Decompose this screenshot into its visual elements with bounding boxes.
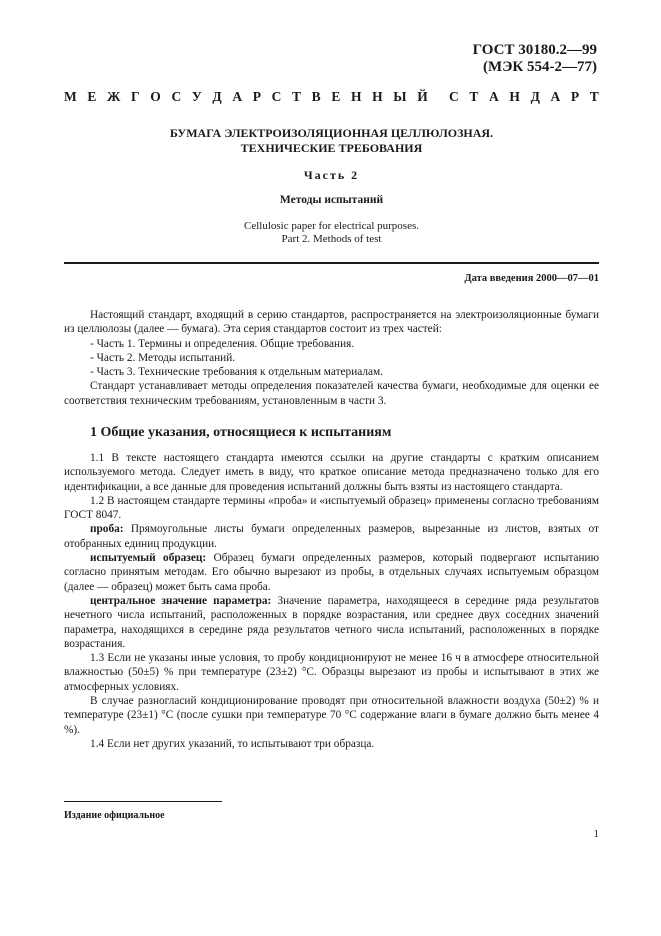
banner-letter: С bbox=[171, 89, 182, 104]
header-divider bbox=[64, 262, 599, 264]
title-line-1: БУМАГА ЭЛЕКТРОИЗОЛЯЦИОННАЯ ЦЕЛЛЮЛОЗНАЯ. bbox=[169, 126, 494, 140]
clause-1-2: 1.2 В настоящем стандарте термины «проба» и «испытуемый образец» применены согласно требованиям ГОСТ 8047. bbox=[64, 494, 599, 522]
definition-specimen bbox=[64, 551, 599, 594]
banner-letter: А bbox=[550, 89, 561, 104]
banner-letter: Й bbox=[417, 89, 428, 104]
clause-1-3-dispute: В случае разногласий кондиционирование проводят при относительной влажности воздуха (50±2) % и температуре (23±1) °С (после сушки при температуре 70 °С содержание влаги в бумаге должно быть менее 4 %). bbox=[64, 695, 599, 736]
banner-letter: У bbox=[191, 89, 202, 104]
intro-paragraph: Стандарт устанавливает методы определения показателей качества бумаги, необходимые для оценки ее соответствия техническим требованиям, установленным в части 3. bbox=[64, 380, 599, 407]
banner-letter: Г bbox=[131, 89, 140, 104]
definition-text: Прямоугольные листы бумаги определенных размеров, вырезанные из листов, взятых от отобранных единиц продукции. bbox=[64, 523, 599, 550]
definition-text: Значение параметра, находящееся в середине ряда результатов нечетного числа испытаний, расположенных в порядке возрастания, или среднее двух соседних значений параметра, находящихся в середине ряда результатов четного числа испытаний, расположенных в порядке возрастания. bbox=[64, 594, 599, 650]
banner-letter: Ы bbox=[393, 89, 407, 104]
banner-letter: Р bbox=[252, 89, 261, 104]
gost-code: ГОСТ 30180.2—99 bbox=[472, 42, 597, 58]
official-edition-label: Издание официальное bbox=[64, 810, 165, 821]
banner-letter: М bbox=[64, 89, 77, 104]
banner-letter: С bbox=[448, 89, 459, 104]
part-label: Часть 2 bbox=[303, 168, 360, 182]
interstate-standard-banner bbox=[64, 89, 599, 105]
part-list-item: - Часть 3. Технические требования к отдельным материалам. bbox=[90, 366, 383, 379]
banner-letter: О bbox=[150, 89, 161, 104]
banner-letter: Д bbox=[212, 89, 222, 104]
page-number: 1 bbox=[593, 828, 599, 840]
banner-letter: Р bbox=[570, 89, 580, 104]
clause-1-1: 1.1 В тексте настоящего стандарта имеются ссылки на другие стандарты с кратким описанием используемого метода. Следует иметь в виду, что краткое описание метода предназначено только для его идентификации, а все данные для проведения испытаний должны быть взяты из настоящего стандарта. bbox=[64, 452, 599, 493]
clause-1-3: 1.3 Если не указаны иные условия, то пробу кондиционируют не менее 16 ч в атмосфере относительной влажностью (50±5) % при температуре (23±2) °С. Образцы вырезают из пробы и испытывают в этих же атмосферных условиях. bbox=[64, 652, 599, 693]
banner-letter: В bbox=[311, 89, 321, 104]
term-central-value: центральное значение параметра: bbox=[90, 594, 272, 607]
iec-code: (МЭК 554-2—77) bbox=[483, 59, 597, 75]
banner-letter: Н bbox=[372, 89, 383, 104]
intro-paragraph: Настоящий стандарт, входящий в серию стандартов, распространяется на электроизоляционные бумаги из целлюлозы (далее — бумага). Эта серия стандартов состоит из трех частей: bbox=[64, 309, 599, 336]
part-list-item: - Часть 2. Методы испытаний. bbox=[90, 351, 236, 364]
banner-letter: Д bbox=[530, 89, 540, 104]
banner-letter: Т bbox=[292, 89, 302, 104]
banner-letter: Ж bbox=[107, 89, 121, 104]
date-of-introduction: Дата введения 2000—07—01 bbox=[464, 273, 599, 284]
title-line-2: ТЕХНИЧЕСКИЕ ТРЕБОВАНИЯ bbox=[240, 141, 423, 155]
definition-sample bbox=[64, 522, 599, 551]
term-specimen: испытуемый образец: bbox=[90, 552, 207, 565]
english-title-line-2: Part 2. Methods of test bbox=[281, 233, 382, 245]
banner-letter: Н bbox=[350, 89, 362, 104]
banner-letter: Т bbox=[469, 89, 479, 104]
document-title bbox=[64, 126, 599, 156]
gost-code-block bbox=[473, 42, 597, 76]
definition-text: Образец бумаги определенных размеров, который подвергают испытанию согласно принятым методам. Его обычно вырезают из пробы, в отдельных случаях испытуемым образцом (далее — образец) может быть сама проба. bbox=[64, 552, 600, 593]
section-1-body bbox=[64, 451, 599, 751]
banner-letter: Т bbox=[589, 89, 599, 104]
banner-letter: Н bbox=[509, 89, 520, 104]
footer-divider bbox=[64, 801, 222, 802]
banner-letter: Е bbox=[331, 89, 341, 104]
section-heading: 1 Общие указания, относящиеся к испытаниям bbox=[90, 425, 392, 440]
subtitle: Методы испытаний bbox=[279, 194, 384, 206]
definition-central-value bbox=[64, 594, 599, 651]
banner-letter: А bbox=[489, 89, 499, 104]
term-sample: проба: bbox=[90, 523, 124, 536]
clause-1-4: 1.4 Если нет других указаний, то испытывают три образца. bbox=[90, 737, 375, 750]
english-title-line-1: Cellulosic paper for electrical purposes. bbox=[243, 220, 420, 232]
part-list-item: - Часть 1. Термины и определения. Общие требования. bbox=[90, 337, 355, 350]
banner-letter: С bbox=[271, 89, 282, 104]
banner-letter: Е bbox=[87, 89, 97, 104]
english-title bbox=[64, 220, 599, 246]
banner-letter: А bbox=[232, 89, 243, 104]
introduction bbox=[64, 308, 599, 408]
